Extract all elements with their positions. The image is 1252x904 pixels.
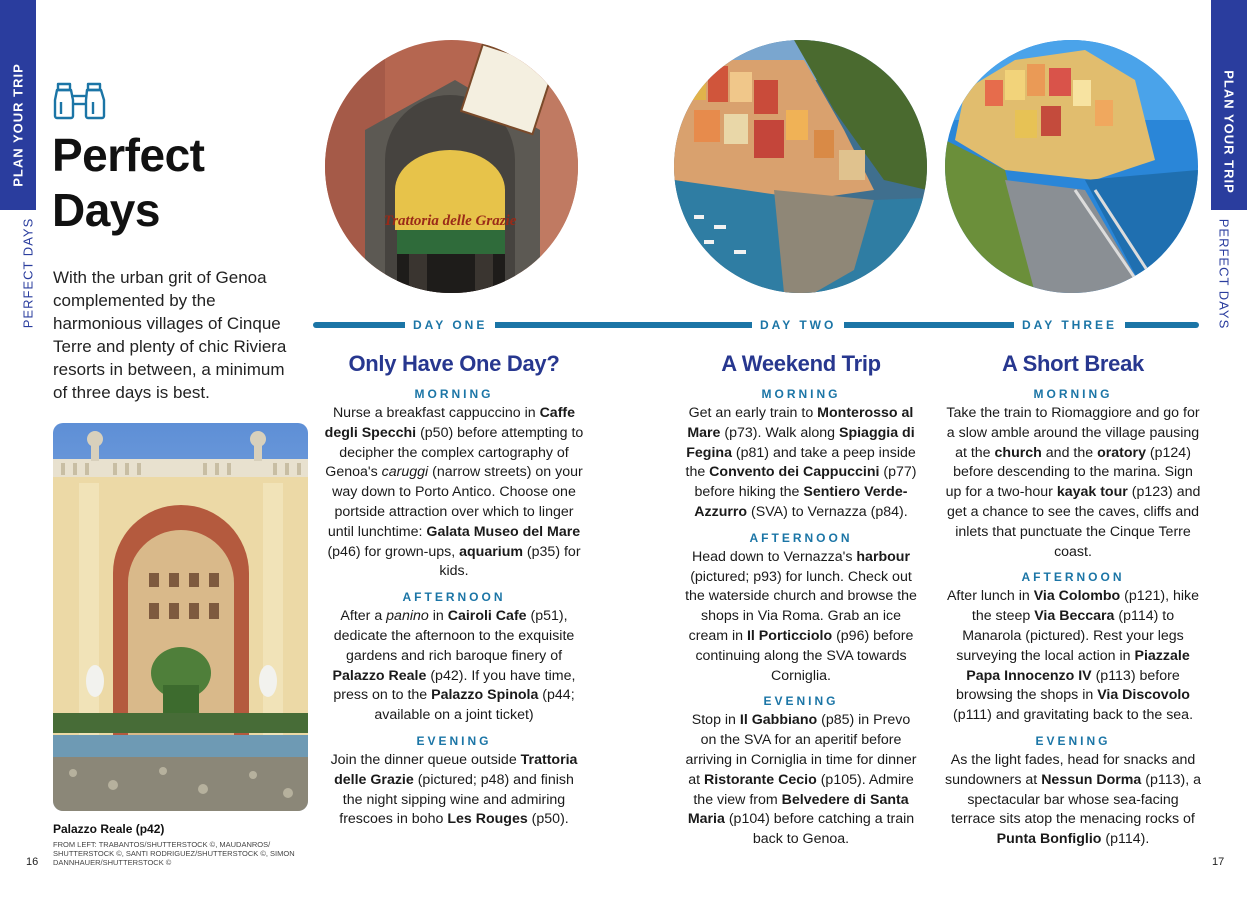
bold-place-name: kayak tour [1056, 484, 1128, 501]
day-three-label: DAY THREE [1014, 318, 1125, 332]
day-two-label: DAY TWO [752, 318, 844, 332]
day-one-afternoon-label: AFTERNOON [402, 590, 506, 605]
day-three-heading: A Short Break [1002, 351, 1144, 376]
day-two-evening-label: EVENING [763, 694, 839, 709]
page-title-line1: Perfect [52, 129, 205, 181]
day-one-heading: Only Have One Day? [348, 351, 560, 376]
bold-place-name: Palazzo Spinola [431, 687, 539, 704]
right-tab-label: PLAN YOUR TRIP [1221, 70, 1237, 194]
trattoria-photo [325, 40, 578, 293]
photo-credits: FROM LEFT: TRABANTOS/SHUTTERSTOCK ©, MAUDANROS/ SHUTTERSTOCK ©, SANTI RODRIGUEZ/SHUTTERSTOCK ©, SIMON DANNHAUER/SHUTTERSTOCK © [53, 840, 295, 867]
day-two-morning-label: MORNING [761, 387, 841, 401]
intro-paragraph: With the urban grit of Genoa complemented by the harmonious villages of Cinque Terre and plenty of chic Riviera resorts in between, a minimum of three days is best. [53, 268, 287, 402]
page-number-right: 17 [1212, 856, 1225, 868]
bold-place-name: Belvedere di Santa Maria [687, 791, 909, 828]
day-one-morning-label: MORNING [414, 387, 494, 401]
palazzo-reale-photo [53, 423, 308, 811]
photo-caption: Palazzo Reale (p42) [53, 822, 165, 836]
bold-place-name: aquarium [459, 543, 523, 560]
bold-place-name: Via Beccara [1034, 608, 1115, 625]
bold-place-name: Piazzale Papa Innocenzo IV [966, 647, 1190, 684]
bold-place-name: Sentiero Verde-Azzurro [694, 484, 908, 520]
day-three-morning-label: MORNING [1033, 387, 1113, 401]
day-three-morning-text: Take the train to Riomaggiore and go for a slow amble around the village pausing at the church and the oratory (p124) before descending to the marina. Sign up for a two-hour kayak tour (p123) and get a chance to see the caves, cliffs and inlets that punctuate the Cinque Terre coast. [945, 405, 1201, 560]
day-three-afternoon-text: After lunch in Via Colombo (p121), hike the steep Via Beccara (p114) to Manarola (pictured). Rest your legs surveying the local action in Piazzale Papa Innocenzo IV (p113) before browsing the shops in Via Discovolo (p111) and gravitating back to the sea. [946, 588, 1200, 724]
day-three-evening-text: As the light fades, head for snacks and sundowners at Nessun Dorma (p113), a spectacular bar whose sea-facing terrace sits atop the menacing rocks of Punta Bonfiglio (p114). [944, 751, 1202, 848]
bold-place-name: Cairoli Cafe [447, 608, 527, 625]
manarola-photo [945, 40, 1198, 293]
bold-place-name: Galata Museo del Mare [426, 523, 581, 540]
bold-place-name: Il Gabbiano [739, 712, 818, 729]
bold-place-name: Les Rouges [447, 811, 528, 828]
right-section-label: PERFECT DAYS [1216, 218, 1232, 330]
bold-place-name: Nessun Dorma [1041, 771, 1142, 788]
bold-place-name: Ristorante Cecio [704, 771, 817, 788]
bold-place-name: Punta Bonfiglio [996, 831, 1102, 848]
bold-place-name: church [994, 444, 1042, 461]
day-one-afternoon-text: After a panino in Cairoli Cafe (p51), dedicate the afternoon to the exquisite gardens and rich baroque finery of Palazzo Reale (p42). If you have time, press on to the Palazzo Spinola (p44; available on a joint ticket) [332, 608, 576, 724]
trattoria-sign-text: Trattoria delle Grazie [383, 213, 517, 229]
bold-place-name: Monterosso al Mare [687, 405, 914, 441]
bold-place-name: oratory [1097, 444, 1146, 461]
day-three-afternoon-label: AFTERNOON [1021, 570, 1125, 585]
day-two-heading: A Weekend Trip [721, 351, 881, 376]
day-two-evening-text: Stop in Il Gabbiano (p85) in Prevo on the SVA for an aperitif before arriving in Corniglia in time for dinner at Ristorante Cecio (p105). Admire the view from Belvedere di Santa Maria (p104) before catching a train back to Genoa. [685, 712, 917, 848]
vernazza-photo [674, 40, 927, 293]
page-title-line2: Days [52, 184, 160, 236]
italic-term: caruggi [381, 464, 429, 481]
left-section-label: PERFECT DAYS [20, 217, 36, 329]
day-two-afternoon-label: AFTERNOON [749, 530, 853, 545]
right-side-tab [1211, 0, 1247, 210]
bold-place-name: Caffe degli Specchi [324, 405, 576, 441]
binoculars-icon [52, 76, 110, 122]
day-three-evening-label: EVENING [1035, 733, 1111, 748]
day-one-label: DAY ONE [405, 318, 495, 332]
day-one-evening-text: Join the dinner queue outside Trattoria delle Grazie (pictured; p48) and finish the night sipping wine and admiring frescoes in boho Les Rouges (p50). [330, 751, 578, 828]
day-three-column [944, 350, 1202, 850]
day-two-column [682, 350, 920, 850]
page-title [52, 128, 204, 238]
italic-term: panino [386, 608, 429, 625]
day-one-evening-label: EVENING [416, 733, 492, 748]
bold-place-name: Il Porticciolo [746, 627, 833, 644]
bold-place-name: harbour [856, 548, 910, 565]
day-two-morning-text: Get an early train to Monterosso al Mare (p73). Walk along Spiaggia di Fegina (p81) and take a peep inside the Convento dei Cappuccini (p77) before hiking the Sentiero Verde-Azzurro (SVA) to Vernazza (p84). [685, 405, 917, 520]
day-two-afternoon-text: Head down to Vernazza's harbour (pictured; p93) for lunch. Check out the waterside church and browse the shops in Via Roma. Grab an ice cream in Il Porticciolo (p96) before continuing along the SVA towards Corniglia. [685, 548, 917, 684]
bold-place-name: Convento dei Cappuccini [709, 464, 880, 481]
bold-place-name: Via Discovolo [1097, 687, 1190, 704]
day-one-column [323, 350, 585, 830]
page-number-left: 16 [26, 856, 39, 868]
bold-place-name: Palazzo Reale [332, 667, 427, 684]
left-tab-label: PLAN YOUR TRIP [10, 63, 26, 187]
bold-place-name: Via Colombo [1033, 588, 1121, 605]
day-one-morning-text: Nurse a breakfast cappuccino in Caffe degli Specchi (p50) before attempting to decipher the complex cartography of Genoa's caruggi (narrow streets) on your way down to Porto Antico. Choose one portside attraction over which to linger until lunchtime: Galata Museo del Mare (p46) for grown-ups, aquarium (p35) for kids. [324, 405, 584, 580]
left-side-tab [0, 0, 36, 210]
bold-place-name: Trattoria delle Grazie [334, 751, 578, 788]
bold-place-name: Spiaggia di Fegina [686, 424, 915, 461]
